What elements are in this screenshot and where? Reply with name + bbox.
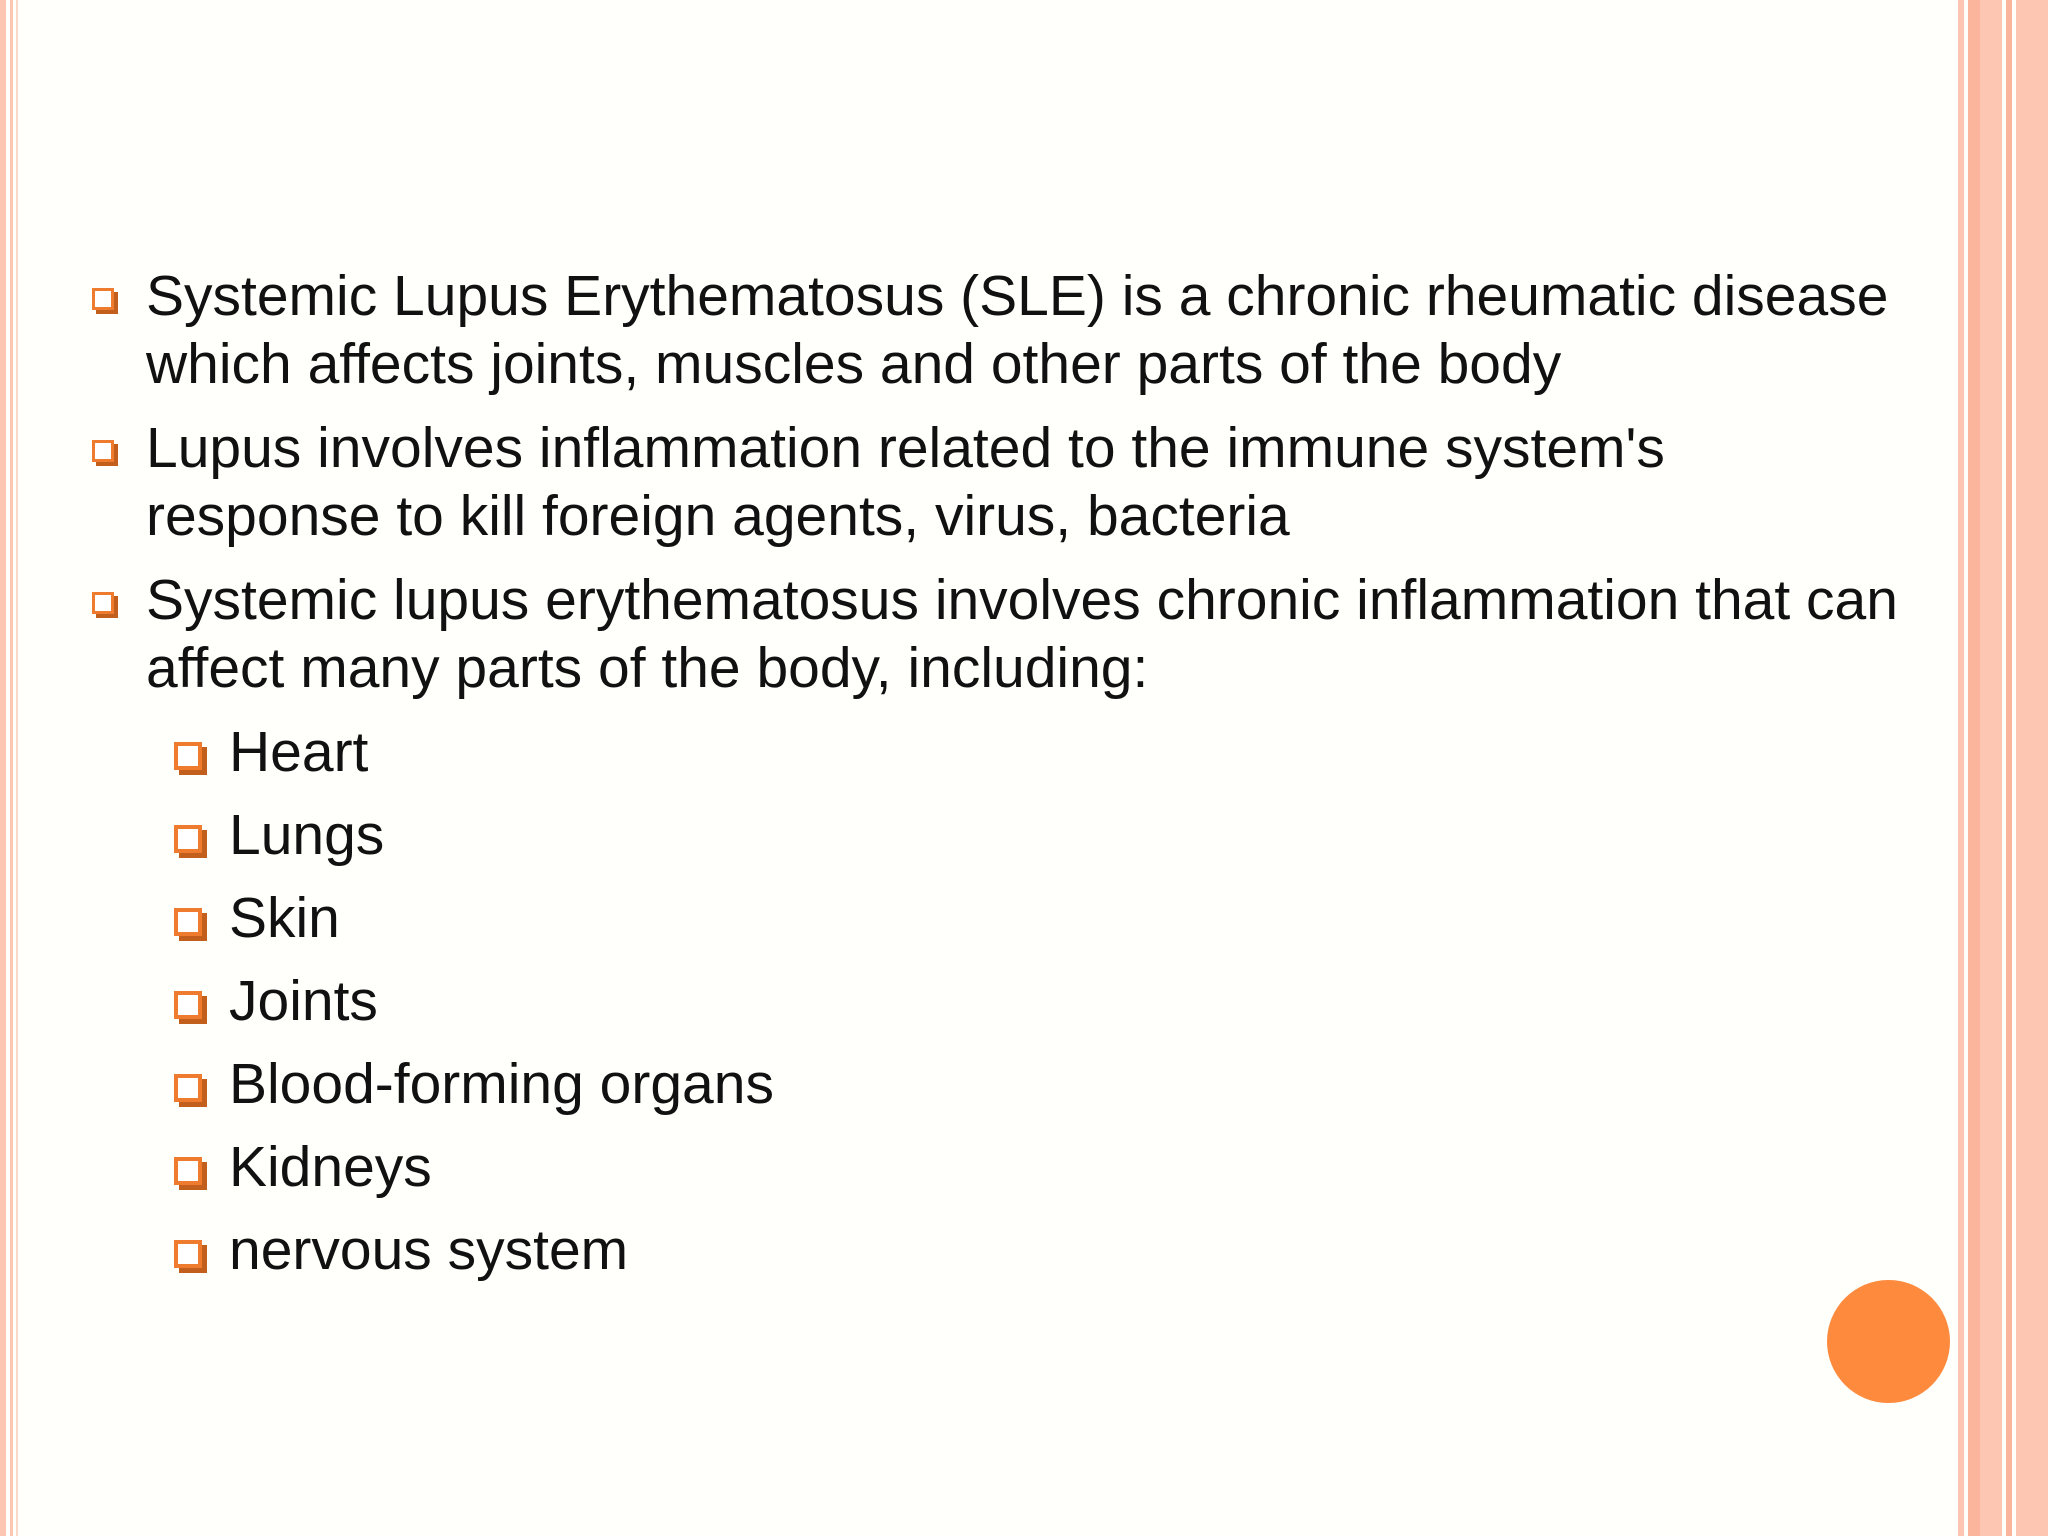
bullet-item bbox=[0, 566, 1900, 702]
bullet-item bbox=[0, 262, 1900, 398]
square-bullet-icon bbox=[174, 1157, 202, 1185]
sub-bullet-text: Kidneys bbox=[229, 1135, 432, 1199]
square-bullet-icon bbox=[174, 991, 202, 1019]
square-bullet-icon bbox=[92, 440, 114, 462]
sub-bullet-text: Skin bbox=[229, 886, 340, 950]
sub-bullet-text: Heart bbox=[229, 720, 369, 784]
sub-bullet-text: Joints bbox=[229, 969, 378, 1033]
right-border-stripe bbox=[1958, 0, 1964, 1536]
sub-bullet-list bbox=[0, 718, 1900, 1284]
right-border-stripe bbox=[2006, 0, 2012, 1536]
square-bullet-icon bbox=[174, 1240, 202, 1268]
sub-bullet-text: nervous system bbox=[229, 1218, 629, 1282]
square-bullet-icon bbox=[174, 1074, 202, 1102]
sub-bullet-item bbox=[0, 967, 1900, 1035]
sub-bullet-item bbox=[0, 718, 1900, 786]
sub-bullet-item bbox=[0, 1050, 1900, 1118]
square-bullet-icon bbox=[174, 825, 202, 853]
square-bullet-icon bbox=[174, 908, 202, 936]
bullet-item bbox=[0, 414, 1900, 550]
bullet-text: Systemic lupus erythematosus involves chronic inflammation that can affect many parts of the body, including: bbox=[146, 568, 1898, 700]
right-border-stripe bbox=[1980, 0, 2002, 1536]
bullet-text: Systemic Lupus Erythematosus (SLE) is a chronic rheumatic disease which affects joints, muscles and other parts of the body bbox=[146, 264, 1889, 396]
bullet-text: Lupus involves inflammation related to the immune system's response to kill foreign agents, virus, bacteria bbox=[146, 416, 1665, 548]
square-bullet-icon bbox=[174, 742, 202, 770]
sub-bullet-item bbox=[0, 1133, 1900, 1201]
sub-bullet-item bbox=[0, 801, 1900, 869]
sub-bullet-text: Blood-forming organs bbox=[229, 1052, 774, 1116]
square-bullet-icon bbox=[92, 288, 114, 310]
right-border-stripe bbox=[1968, 0, 1980, 1536]
right-border-stripe bbox=[2016, 0, 2048, 1536]
sub-bullet-text: Lungs bbox=[229, 803, 385, 867]
sub-bullet-item bbox=[0, 884, 1900, 952]
sub-bullet-item bbox=[0, 1216, 1900, 1284]
square-bullet-icon bbox=[92, 592, 114, 614]
slide-body bbox=[0, 262, 1900, 1299]
